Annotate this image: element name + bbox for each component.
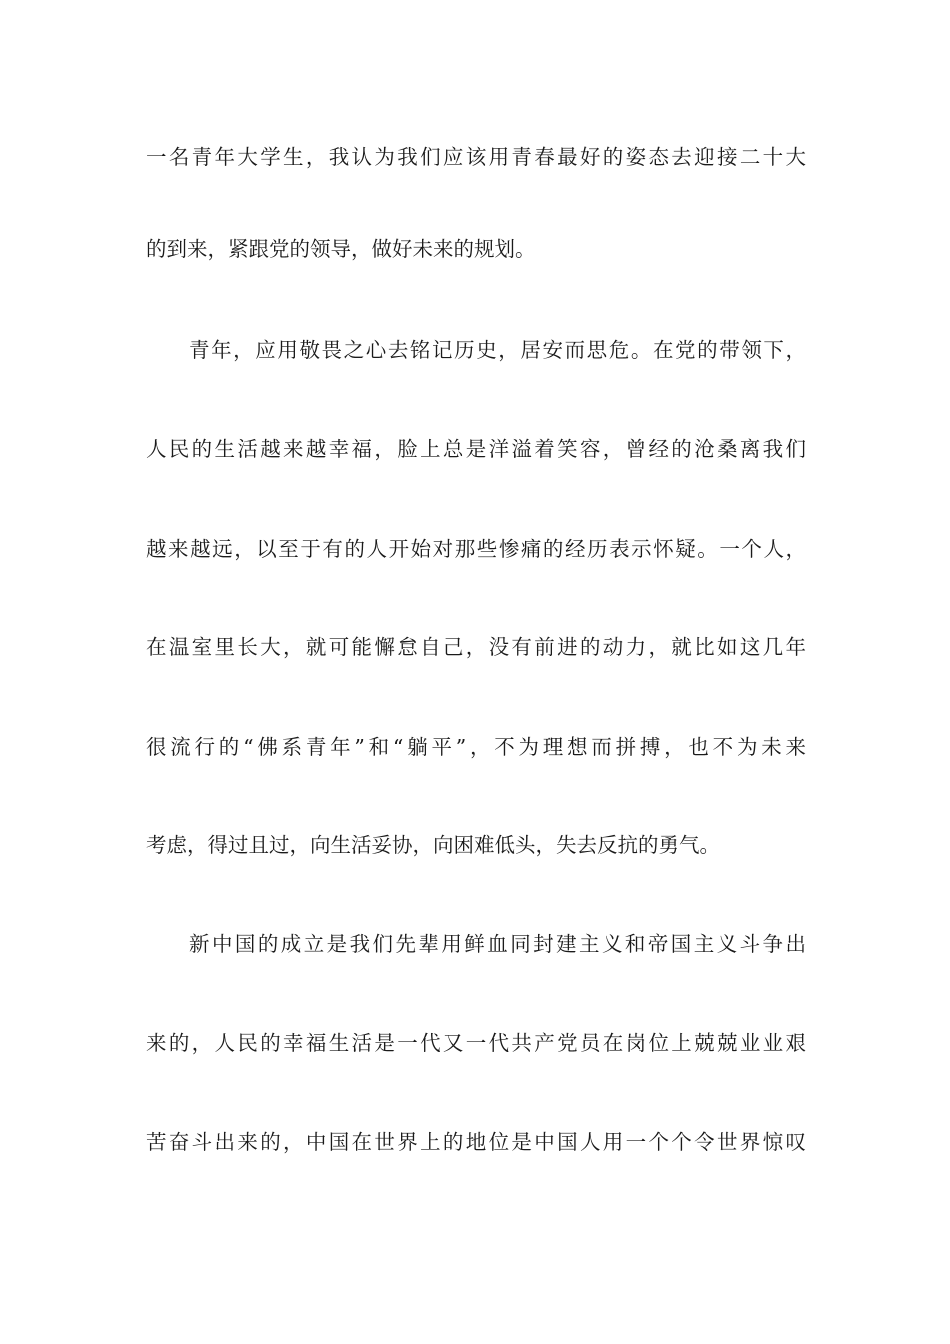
text-line-4: 人民的生活越来越幸福，脸上总是洋溢着笑容，曾经的沧桑离我们 [146,437,806,461]
text-line-10: 来的，人民的幸福生活是一代又一代共产党员在岗位上兢兢业业艰 [146,1031,806,1055]
paragraph-start-line-9: 新中国的成立是我们先辈用鲜血同封建主义和帝国主义斗争出 [189,932,806,956]
text-line-5: 越来越远，以至于有的人开始对那些惨痛的经历表示怀疑。一个人， [146,537,806,561]
text-line-6: 在温室里长大，就可能懈怠自己，没有前进的动力，就比如这几年 [146,635,806,659]
text-line-8: 考虑，得过且过，向生活妥协，向困难低头，失去反抗的勇气。 [146,833,720,857]
text-line-1: 一名青年大学生，我认为我们应该用青春最好的姿态去迎接二十大 [146,145,806,169]
text-line-2: 的到来，紧跟党的领导，做好未来的规划。 [146,237,536,261]
paragraph-start-line-3: 青年，应用敬畏之心去铭记历史，居安而思危。在党的带领下， [189,338,806,362]
text-line-11: 苦奋斗出来的，中国在世界上的地位是中国人用一个个令世界惊叹 [146,1130,806,1154]
text-line-7: 很流行的“佛系青年”和“躺平”，不为理想而拼搏，也不为未来 [146,735,806,759]
